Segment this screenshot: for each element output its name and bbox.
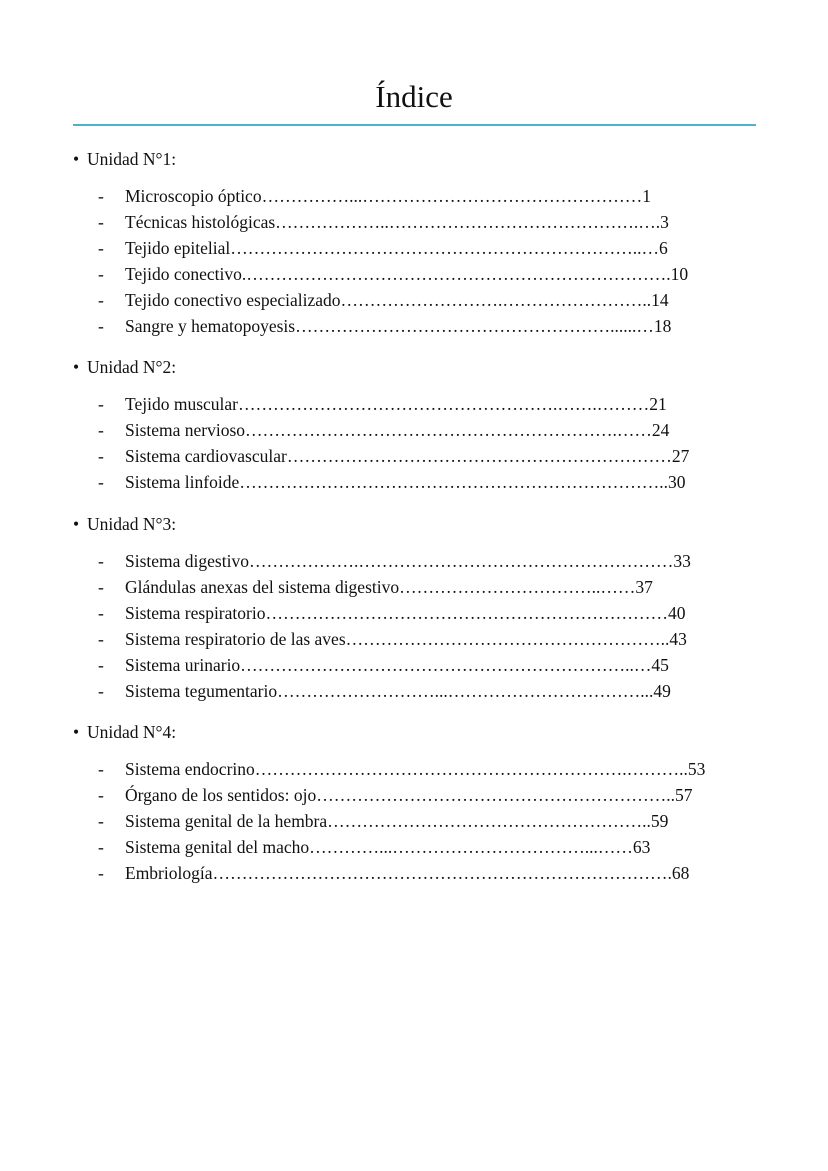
- dash-marker: -: [98, 264, 104, 284]
- toc-entry-text: Sistema linfoide………………………………………………………………..30: [125, 472, 686, 492]
- toc-entry-text: Glándulas anexas del sistema digestivo……………………………..……37: [125, 577, 653, 597]
- toc-entry-text: Embriología…………………………………………………………………….68: [125, 863, 690, 883]
- bullet-icon: •: [73, 357, 80, 377]
- entry-list: [73, 758, 763, 888]
- toc-entry: [73, 654, 763, 680]
- toc-entry: [73, 289, 763, 315]
- toc-entry-text: Técnicas histológicas………………..…………………………………….….3: [125, 212, 669, 232]
- toc-entry-text: Órgano de los sentidos: ojo……………………………………………………..57: [125, 785, 693, 805]
- toc-entry: [73, 602, 763, 628]
- dash-marker: -: [98, 629, 104, 649]
- bullet-icon: •: [73, 722, 80, 742]
- toc-entry: [73, 445, 763, 471]
- toc-entry: [73, 810, 763, 836]
- toc-entry-text: Tejido conectivo.……………………………………………………………….10: [125, 264, 689, 284]
- dash-marker: -: [98, 186, 104, 206]
- dash-marker: -: [98, 394, 104, 414]
- toc-entry: [73, 836, 763, 862]
- dash-marker: -: [98, 811, 104, 831]
- toc-entry: [73, 185, 763, 211]
- dash-marker: -: [98, 446, 104, 466]
- toc-entry: [73, 862, 763, 888]
- toc-entry: [73, 758, 763, 784]
- dash-marker: -: [98, 681, 104, 701]
- dash-marker: -: [98, 603, 104, 623]
- dash-marker: -: [98, 863, 104, 883]
- unit-heading-label: Unidad N°3:: [87, 514, 177, 534]
- toc-entry-text: Tejido muscular……………………………………………….…….………21: [125, 394, 667, 414]
- unit-heading: [73, 148, 763, 170]
- unit-section-1: [73, 148, 763, 341]
- toc-entry: [73, 576, 763, 602]
- dash-marker: -: [98, 577, 104, 597]
- toc-entry-text: Sistema respiratorio……………………………………………………………40: [125, 603, 686, 623]
- toc-entry: [73, 628, 763, 654]
- dash-marker: -: [98, 238, 104, 258]
- dash-marker: -: [98, 785, 104, 805]
- toc-entry: [73, 550, 763, 576]
- unit-section-4: [73, 721, 763, 888]
- page-title: Índice: [375, 79, 453, 114]
- dash-marker: -: [98, 316, 104, 336]
- unit-heading: [73, 513, 763, 535]
- title-divider: [73, 124, 756, 126]
- unit-heading-label: Unidad N°4:: [87, 722, 177, 742]
- toc-entry: [73, 471, 763, 497]
- entry-list: [73, 393, 763, 497]
- toc-entry: [73, 419, 763, 445]
- bullet-icon: •: [73, 149, 80, 169]
- toc-entry: [73, 237, 763, 263]
- toc-entry-text: Sistema respiratorio de las aves………………………………………………..43: [125, 629, 687, 649]
- dash-marker: -: [98, 655, 104, 675]
- toc-entry-text: Sistema tegumentario………………………...……………………………...49: [125, 681, 671, 701]
- toc-entry-text: Sangre y hematopoyesis………………………………………………......…18: [125, 316, 672, 336]
- unit-section-3: [73, 513, 763, 706]
- dash-marker: -: [98, 551, 104, 571]
- toc-entry-text: Sistema nervioso……………………………………………………….……24: [125, 420, 670, 440]
- dash-marker: -: [98, 759, 104, 779]
- toc-entry: [73, 784, 763, 810]
- unit-heading: [73, 721, 763, 743]
- toc-entry-text: Sistema digestivo……………….………………………………………………33: [125, 551, 691, 571]
- toc-entry-text: Tejido epitelial……………………………………………………………..…6: [125, 238, 668, 258]
- toc-entry: [73, 393, 763, 419]
- dash-marker: -: [98, 472, 104, 492]
- dash-marker: -: [98, 212, 104, 232]
- toc-entry: [73, 263, 763, 289]
- toc-entry-text: Sistema urinario…………………………………………………………..…45: [125, 655, 669, 675]
- toc-entry-text: Microscopio óptico……………...…………………………………………1: [125, 186, 651, 206]
- toc-entry-text: Sistema endocrino……………………………………………………….………..53: [125, 759, 706, 779]
- dash-marker: -: [98, 420, 104, 440]
- entry-list: [73, 550, 763, 706]
- toc-entry: [73, 315, 763, 341]
- toc-entry: [73, 211, 763, 237]
- bullet-icon: •: [73, 514, 80, 534]
- toc-entry: [73, 680, 763, 706]
- dash-marker: -: [98, 290, 104, 310]
- entry-list: [73, 185, 763, 341]
- unit-heading-label: Unidad N°1:: [87, 149, 177, 169]
- unit-section-2: [73, 356, 763, 497]
- unit-heading: [73, 356, 763, 378]
- toc-entry-text: Sistema cardiovascular…………………………………………………………27: [125, 446, 690, 466]
- unit-heading-label: Unidad N°2:: [87, 357, 177, 377]
- toc-entry-text: Sistema genital de la hembra………………………………………………..59: [125, 811, 669, 831]
- toc-entry-text: Tejido conectivo especializado……………………….……………………..14: [125, 290, 669, 310]
- dash-marker: -: [98, 837, 104, 857]
- toc-entry-text: Sistema genital del macho…………...……………………………...……63: [125, 837, 651, 857]
